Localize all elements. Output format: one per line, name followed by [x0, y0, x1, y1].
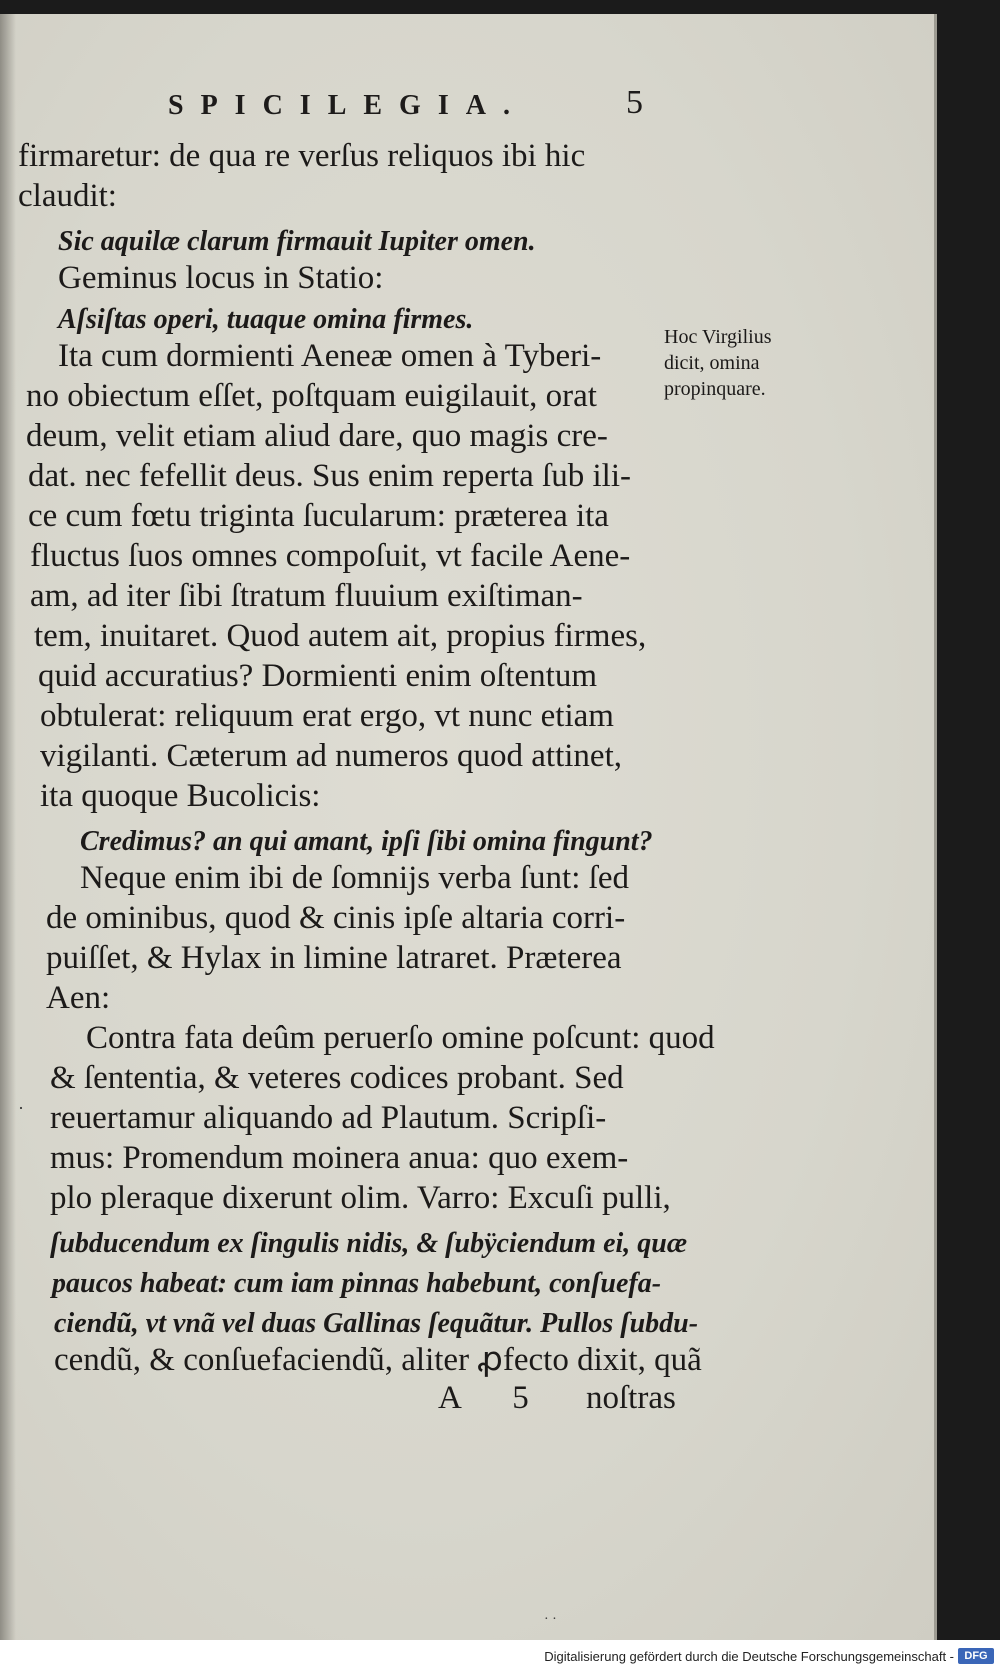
text-line: cendũ, & conſuefaciendũ, aliter ꝓfecto dixit, quã	[54, 1342, 702, 1378]
text-line: Aſsiſtas operi, tuaque omina firmes.	[58, 304, 474, 335]
text-line: Credimus? an qui amant, ipſi ſibi omina fingunt?	[80, 826, 653, 857]
text-line: am, ad iter ſibi ſtratum fluuium exiſtiman-	[30, 578, 583, 614]
text-line: claudit:	[18, 178, 117, 214]
text-line: ita quoque Bucolicis:	[40, 778, 321, 814]
text-line: fluctus ſuos omnes compoſuit, vt facile Aene-	[30, 538, 631, 574]
text-line: mus: Promendum moinera anua: quo exem-	[50, 1140, 629, 1176]
text-line: paucos habeat: cum iam pinnas habebunt, conſuefa-	[52, 1268, 662, 1299]
page-number: 5	[626, 84, 643, 121]
text-line: obtulerat: reliquum erat ergo, vt nunc etiam	[40, 698, 614, 734]
text-line: puiſſet, & Hylax in limine latraret. Præterea	[46, 940, 622, 976]
text-line: dat. nec fefellit deus. Sus enim reperta ſub ili-	[28, 458, 631, 494]
text-line: de ominibus, quod & cinis ipſe altaria corri-	[46, 900, 626, 936]
running-head: SPICILEGIA.	[168, 90, 527, 121]
text-line: reuertamur aliquando ad Plautum. Scripſi-	[50, 1100, 607, 1136]
text-line: Ita cum dormienti Aeneæ omen à Tyberi-	[58, 338, 602, 374]
text-line: Aen:	[46, 980, 111, 1016]
ink-specks: · ·	[544, 1612, 557, 1627]
margin-note-line: dicit, omina	[664, 352, 760, 374]
margin-note-line: Hoc Virgilius	[664, 326, 772, 348]
text-line: vigilanti. Cæterum ad numeros quod attinet,	[40, 738, 622, 774]
text-line: ce cum fœtu triginta ſucularum: præterea ita	[28, 498, 609, 534]
text-line: tem, inuitaret. Quod autem ait, propius firmes,	[34, 618, 647, 654]
margin-note-line: propinquare.	[664, 378, 766, 400]
funding-credit: Digitalisierung gefördert durch die Deutsche Forschungsgemeinschaft -	[544, 1649, 954, 1664]
text-line: Geminus locus in Statio:	[58, 260, 384, 296]
text-line: Contra fata deûm peruerſo omine poſcunt: quod	[86, 1020, 715, 1056]
page-header	[168, 84, 668, 134]
text-line: firmaretur: de qua re verſus reliquos ibi hic	[18, 138, 586, 174]
text-line: no obiectum eſſet, poſtquam euigilauit, orat	[26, 378, 597, 414]
ink-speck: ·	[18, 1098, 24, 1118]
text-line: ciendũ, vt vnã vel duas Gallinas ſequãtur. Pullos ſubdu-	[54, 1308, 699, 1339]
text-line: Neque enim ibi de ſomnijs verba ſunt: ſed	[80, 860, 629, 896]
text-line: plo pleraque dixerunt olim. Varro: Excuſi pulli,	[50, 1180, 671, 1216]
footer-bar	[0, 1640, 1000, 1672]
text-line: Sic aquilæ clarum firmauit Iupiter omen.	[58, 226, 536, 257]
catchword: noſtras	[586, 1380, 676, 1416]
text-line: quid accuratius? Dormienti enim oſtentum	[38, 658, 598, 694]
text-line: ſubducendum ex ſingulis nidis, & ſubÿciendum ei, quæ	[50, 1228, 688, 1259]
signature-mark: A 5	[438, 1380, 551, 1416]
dfg-logo: DFG	[958, 1648, 994, 1664]
gutter-shadow	[0, 14, 16, 1640]
text-line: & ſententia, & veteres codices probant. Sed	[50, 1060, 624, 1096]
text-line: deum, velit etiam aliud dare, quo magis cre-	[26, 418, 608, 454]
